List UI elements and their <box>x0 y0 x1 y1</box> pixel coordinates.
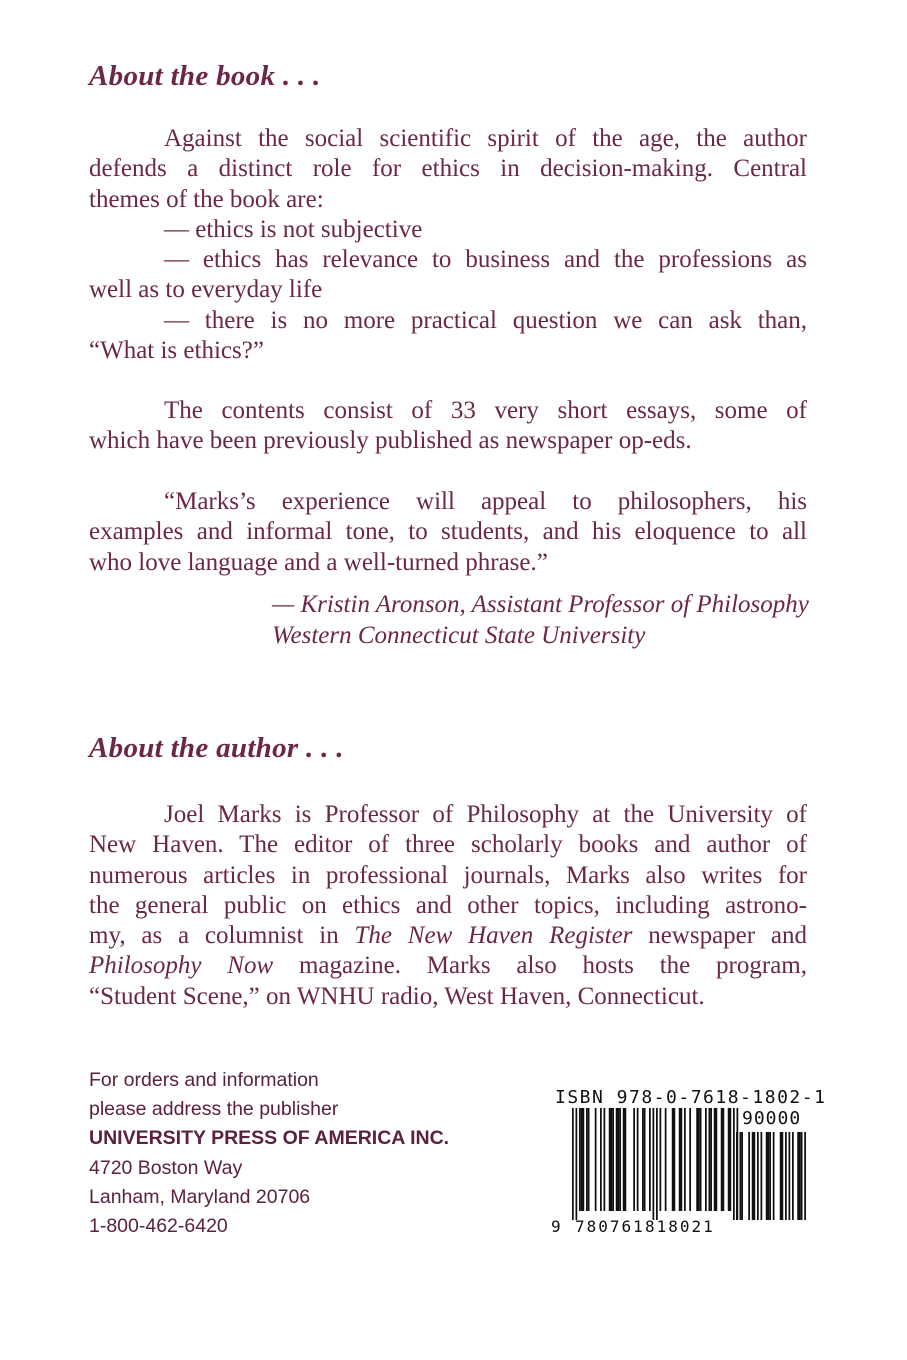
author-bio-paragraph <box>89 800 807 1012</box>
about-book-heading: About the book . . . <box>89 60 321 92</box>
magazine-title: Philosophy Now <box>89 952 274 980</box>
text-line: which have been previously published as newspaper op-eds. <box>89 427 692 455</box>
barcode-bar <box>633 1108 635 1211</box>
barcode-bar <box>611 1108 613 1211</box>
publisher-city: Lanham, Maryland 20706 <box>89 1185 311 1208</box>
publisher-line: For orders and information <box>89 1069 319 1091</box>
text-line: The contents consist of 33 very short essays, some of <box>164 397 807 424</box>
text-line <box>89 921 807 951</box>
text-line: numerous articles in professional journals, Marks also writes for <box>89 861 807 889</box>
barcode-bar <box>604 1108 606 1211</box>
review-quote <box>89 487 807 578</box>
addon-price-code: 90000 <box>742 1108 802 1129</box>
quote-attribution <box>272 590 809 651</box>
barcode-bar <box>700 1108 702 1211</box>
theme-item: — ethics has relevance to business and the professions as <box>164 246 807 274</box>
barcode-bar <box>600 1108 602 1211</box>
publisher-info <box>89 1066 449 1241</box>
barcode-bar <box>681 1108 683 1211</box>
about-author-heading: About the author . . . <box>89 732 344 764</box>
book-intro-paragraph <box>89 124 807 366</box>
barcode-bar <box>665 1108 667 1211</box>
addon-bar <box>748 1132 750 1220</box>
addon-bar <box>769 1132 771 1220</box>
ean-right-digits: 818021 <box>645 1217 715 1236</box>
addon-bar <box>773 1132 775 1220</box>
addon-bar <box>754 1132 756 1220</box>
barcode-bar <box>616 1108 618 1211</box>
text-line: “What is ethics?” <box>89 337 264 365</box>
barcode-bar <box>696 1108 698 1211</box>
barcode-bar <box>653 1108 655 1220</box>
barcode-bar <box>730 1108 732 1211</box>
text-line <box>89 951 807 981</box>
barcode-bar <box>733 1108 735 1220</box>
barcode-bar <box>595 1108 597 1211</box>
text-fragment: magazine. Marks also hosts the program, <box>273 952 807 980</box>
publisher-name: UNIVERSITY PRESS OF AMERICA INC. <box>89 1127 450 1150</box>
text-line: the general public on ethics and other topics, including astrono- <box>89 891 807 919</box>
addon-bar <box>768 1132 770 1220</box>
text-line: themes of the book are: <box>89 185 324 213</box>
barcode-bar <box>721 1108 723 1211</box>
barcode-bar <box>619 1108 621 1211</box>
barcode-bar <box>583 1108 585 1211</box>
addon-bar <box>801 1132 803 1220</box>
barcode-bar <box>642 1108 644 1211</box>
barcode-bar <box>716 1108 718 1211</box>
barcode-bar <box>705 1108 707 1211</box>
barcode-bar <box>625 1108 627 1211</box>
barcode-bar <box>728 1108 730 1211</box>
text-line: “Marks’s experience will appeal to philosophers, his <box>164 488 807 515</box>
barcode-bar <box>581 1108 583 1211</box>
text-fragment: my, as a columnist in <box>89 922 355 950</box>
text-line: examples and informal tone, to students, and his eloquence to all <box>89 518 807 546</box>
text-fragment: newspaper and <box>632 922 807 950</box>
book-contents-paragraph <box>89 396 807 457</box>
barcode-bar <box>674 1108 676 1211</box>
text-line: Joel Marks is Professor of Philosophy at the University of <box>164 801 807 828</box>
isbn-label: ISBN 978-0-7618-1802-1 <box>555 1087 827 1108</box>
text-line: New Haven. The editor of three scholarly books and author of <box>89 831 807 859</box>
addon-bar <box>766 1132 768 1220</box>
addon-bar <box>782 1132 784 1220</box>
newspaper-title: The New Haven Register <box>354 922 633 950</box>
publisher-line: please address the publisher <box>89 1098 339 1121</box>
addon-bar <box>761 1132 763 1220</box>
attribution-line: Western Connecticut State University <box>272 621 646 649</box>
barcode-bar <box>698 1108 700 1211</box>
theme-item: — there is no more practical question we can ask than, <box>164 306 807 334</box>
barcode-bar <box>709 1108 711 1211</box>
ean-left-digits: 780761 <box>575 1217 645 1236</box>
barcode-bar <box>612 1108 614 1211</box>
barcode-bar <box>637 1108 639 1211</box>
barcode-bar <box>679 1108 681 1211</box>
barcode-bar <box>689 1108 691 1211</box>
barcode-bar <box>609 1108 611 1211</box>
text-line: Against the social scientific spirit of the age, the author <box>164 125 807 152</box>
barcode-bar <box>588 1108 590 1211</box>
addon-bar <box>789 1132 791 1220</box>
addon-bar <box>792 1132 794 1220</box>
barcode-bar <box>623 1108 625 1211</box>
publisher-phone: 1-800-462-6420 <box>89 1215 228 1238</box>
barcode-bar <box>618 1108 620 1211</box>
addon-bar <box>740 1132 742 1220</box>
barcode-bar <box>644 1108 646 1211</box>
barcode-bar <box>656 1108 658 1220</box>
addon-bar <box>780 1132 782 1220</box>
addon-bar <box>741 1132 743 1220</box>
ean-first-digit: 9 <box>551 1217 563 1236</box>
text-line: who love language and a well-turned phrase.” <box>89 548 548 576</box>
addon-bar <box>804 1132 806 1220</box>
addon-bar <box>757 1132 759 1220</box>
addon-bar <box>785 1132 787 1220</box>
addon-bar <box>752 1132 754 1220</box>
barcode-bar <box>723 1108 725 1211</box>
barcode-bar <box>579 1108 581 1211</box>
barcode-bar <box>714 1108 716 1211</box>
barcode-bar <box>576 1108 578 1220</box>
addon-bar <box>799 1132 801 1220</box>
barcode-bar <box>572 1108 574 1220</box>
publisher-street: 4720 Boston Way <box>89 1156 243 1179</box>
barcode-bar <box>684 1108 686 1211</box>
addon-bar <box>736 1132 738 1220</box>
text-line: defends a distinct role for ethics in decision-making. Central <box>89 155 807 183</box>
text-line: “Student Scene,” on WNHU radio, West Haven, Connecticut. <box>89 982 705 1010</box>
attribution-line: — Kristin Aronson, Assistant Professor of Philosophy <box>272 591 809 618</box>
text-line: well as to everyday life <box>89 276 323 304</box>
theme-item: — ethics is not subjective <box>164 215 423 243</box>
addon-bar <box>797 1132 799 1220</box>
barcode-bar <box>672 1108 674 1211</box>
barcode-bar <box>649 1108 651 1211</box>
barcode-bar <box>586 1108 588 1211</box>
barcode-bar <box>660 1108 662 1211</box>
barcode-bar <box>710 1108 712 1211</box>
